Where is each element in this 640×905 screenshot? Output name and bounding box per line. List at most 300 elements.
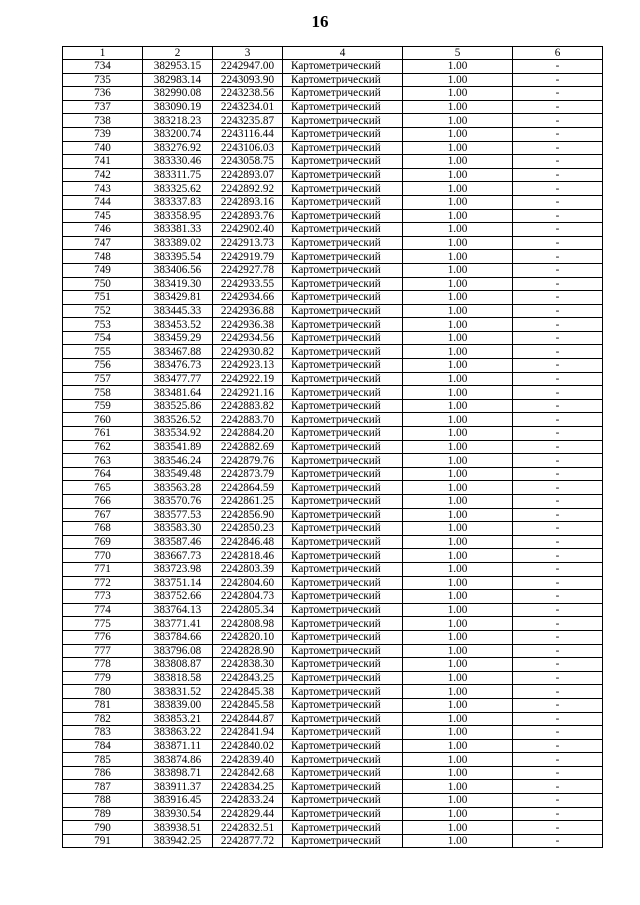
x-coordinate-cell: 383389.02	[143, 236, 213, 250]
method-cell: Картометрический	[283, 562, 403, 576]
description-cell: -	[513, 685, 603, 699]
y-coordinate-cell: 2243093.90	[213, 73, 283, 87]
accuracy-cell: 1.00	[403, 345, 513, 359]
table-row	[63, 698, 603, 712]
description-cell: -	[513, 726, 603, 740]
accuracy-cell: 1.00	[403, 263, 513, 277]
y-coordinate-cell: 2243234.01	[213, 100, 283, 114]
point-number-cell: 740	[63, 141, 143, 155]
y-coordinate-cell: 2242829.44	[213, 807, 283, 821]
y-coordinate-cell: 2242933.55	[213, 277, 283, 291]
table-row	[63, 304, 603, 318]
x-coordinate-cell: 383863.22	[143, 726, 213, 740]
x-coordinate-cell: 383942.25	[143, 834, 213, 848]
description-cell: -	[513, 73, 603, 87]
y-coordinate-cell: 2242934.66	[213, 291, 283, 305]
x-coordinate-cell: 383911.37	[143, 780, 213, 794]
description-cell: -	[513, 766, 603, 780]
x-coordinate-cell: 383358.95	[143, 209, 213, 223]
accuracy-cell: 1.00	[403, 549, 513, 563]
method-cell: Картометрический	[283, 399, 403, 413]
point-number-cell: 783	[63, 726, 143, 740]
method-cell: Картометрический	[283, 372, 403, 386]
point-number-cell: 771	[63, 562, 143, 576]
point-number-cell: 761	[63, 427, 143, 441]
point-number-cell: 736	[63, 87, 143, 101]
method-cell: Картометрический	[283, 508, 403, 522]
method-cell: Картометрический	[283, 386, 403, 400]
method-cell: Картометрический	[283, 318, 403, 332]
table-row	[63, 766, 603, 780]
table-row	[63, 127, 603, 141]
method-cell: Картометрический	[283, 60, 403, 74]
x-coordinate-cell: 383938.51	[143, 821, 213, 835]
x-coordinate-cell: 383796.08	[143, 644, 213, 658]
y-coordinate-cell: 2242879.76	[213, 454, 283, 468]
accuracy-cell: 1.00	[403, 277, 513, 291]
accuracy-cell: 1.00	[403, 127, 513, 141]
table-body	[63, 60, 603, 848]
x-coordinate-cell: 383587.46	[143, 535, 213, 549]
y-coordinate-cell: 2242873.79	[213, 467, 283, 481]
x-coordinate-cell: 383764.13	[143, 603, 213, 617]
table-row	[63, 359, 603, 373]
y-coordinate-cell: 2242843.25	[213, 671, 283, 685]
point-number-cell: 734	[63, 60, 143, 74]
point-number-cell: 776	[63, 630, 143, 644]
method-cell: Картометрический	[283, 698, 403, 712]
description-cell: -	[513, 508, 603, 522]
point-number-cell: 768	[63, 522, 143, 536]
y-coordinate-cell: 2242864.59	[213, 481, 283, 495]
accuracy-cell: 1.00	[403, 590, 513, 604]
x-coordinate-cell: 383381.33	[143, 223, 213, 237]
description-cell: -	[513, 590, 603, 604]
point-number-cell: 788	[63, 794, 143, 808]
x-coordinate-cell: 383583.30	[143, 522, 213, 536]
description-cell: -	[513, 739, 603, 753]
description-cell: -	[513, 467, 603, 481]
x-coordinate-cell: 383395.54	[143, 250, 213, 264]
table-row	[63, 576, 603, 590]
accuracy-cell: 1.00	[403, 794, 513, 808]
x-coordinate-cell: 383916.45	[143, 794, 213, 808]
point-number-cell: 738	[63, 114, 143, 128]
y-coordinate-cell: 2242841.94	[213, 726, 283, 740]
accuracy-cell: 1.00	[403, 73, 513, 87]
method-cell: Картометрический	[283, 576, 403, 590]
accuracy-cell: 1.00	[403, 318, 513, 332]
accuracy-cell: 1.00	[403, 807, 513, 821]
accuracy-cell: 1.00	[403, 535, 513, 549]
accuracy-cell: 1.00	[403, 726, 513, 740]
x-coordinate-cell: 383337.83	[143, 195, 213, 209]
method-cell: Картометрический	[283, 549, 403, 563]
method-cell: Картометрический	[283, 481, 403, 495]
y-coordinate-cell: 2242934.56	[213, 331, 283, 345]
y-coordinate-cell: 2242947.00	[213, 60, 283, 74]
description-cell: -	[513, 617, 603, 631]
point-number-cell: 751	[63, 291, 143, 305]
x-coordinate-cell: 383419.30	[143, 277, 213, 291]
point-number-cell: 746	[63, 223, 143, 237]
table-row	[63, 753, 603, 767]
method-cell: Картометрический	[283, 726, 403, 740]
point-number-cell: 785	[63, 753, 143, 767]
point-number-cell: 789	[63, 807, 143, 821]
x-coordinate-cell: 383808.87	[143, 658, 213, 672]
method-cell: Картометрический	[283, 209, 403, 223]
accuracy-cell: 1.00	[403, 60, 513, 74]
y-coordinate-cell: 2243238.56	[213, 87, 283, 101]
table-row	[63, 481, 603, 495]
description-cell: -	[513, 100, 603, 114]
table-row	[63, 630, 603, 644]
y-coordinate-cell: 2242844.87	[213, 712, 283, 726]
description-cell: -	[513, 481, 603, 495]
y-coordinate-cell: 2243235.87	[213, 114, 283, 128]
x-coordinate-cell: 383570.76	[143, 495, 213, 509]
accuracy-cell: 1.00	[403, 698, 513, 712]
method-cell: Картометрический	[283, 195, 403, 209]
description-cell: -	[513, 127, 603, 141]
point-number-cell: 744	[63, 195, 143, 209]
accuracy-cell: 1.00	[403, 834, 513, 848]
x-coordinate-cell: 383563.28	[143, 481, 213, 495]
description-cell: -	[513, 386, 603, 400]
accuracy-cell: 1.00	[403, 399, 513, 413]
description-cell: -	[513, 698, 603, 712]
table-row	[63, 440, 603, 454]
y-coordinate-cell: 2242892.92	[213, 182, 283, 196]
table-row	[63, 467, 603, 481]
point-number-cell: 763	[63, 454, 143, 468]
x-coordinate-cell: 383526.52	[143, 413, 213, 427]
coordinates-table	[62, 46, 603, 848]
description-cell: -	[513, 427, 603, 441]
x-coordinate-cell: 383276.92	[143, 141, 213, 155]
accuracy-cell: 1.00	[403, 155, 513, 169]
accuracy-cell: 1.00	[403, 522, 513, 536]
accuracy-cell: 1.00	[403, 114, 513, 128]
header-cell-6: 6	[513, 47, 603, 60]
method-cell: Картометрический	[283, 617, 403, 631]
x-coordinate-cell: 383453.52	[143, 318, 213, 332]
point-number-cell: 773	[63, 590, 143, 604]
method-cell: Картометрический	[283, 671, 403, 685]
table-row	[63, 236, 603, 250]
point-number-cell: 739	[63, 127, 143, 141]
y-coordinate-cell: 2242820.10	[213, 630, 283, 644]
method-cell: Картометрический	[283, 440, 403, 454]
accuracy-cell: 1.00	[403, 413, 513, 427]
method-cell: Картометрический	[283, 168, 403, 182]
x-coordinate-cell: 383752.66	[143, 590, 213, 604]
accuracy-cell: 1.00	[403, 685, 513, 699]
y-coordinate-cell: 2242893.16	[213, 195, 283, 209]
table-row	[63, 739, 603, 753]
description-cell: -	[513, 440, 603, 454]
description-cell: -	[513, 182, 603, 196]
point-number-cell: 778	[63, 658, 143, 672]
y-coordinate-cell: 2242805.34	[213, 603, 283, 617]
y-coordinate-cell: 2242803.39	[213, 562, 283, 576]
point-number-cell: 787	[63, 780, 143, 794]
description-cell: -	[513, 263, 603, 277]
point-number-cell: 759	[63, 399, 143, 413]
table-row	[63, 807, 603, 821]
table-row	[63, 114, 603, 128]
accuracy-cell: 1.00	[403, 141, 513, 155]
method-cell: Картометрический	[283, 821, 403, 835]
accuracy-cell: 1.00	[403, 603, 513, 617]
accuracy-cell: 1.00	[403, 766, 513, 780]
description-cell: -	[513, 195, 603, 209]
description-cell: -	[513, 780, 603, 794]
y-coordinate-cell: 2242882.69	[213, 440, 283, 454]
method-cell: Картометрический	[283, 658, 403, 672]
table-header-row	[63, 47, 603, 60]
method-cell: Картометрический	[283, 794, 403, 808]
description-cell: -	[513, 277, 603, 291]
point-number-cell: 757	[63, 372, 143, 386]
point-number-cell: 786	[63, 766, 143, 780]
x-coordinate-cell: 383445.33	[143, 304, 213, 318]
point-number-cell: 753	[63, 318, 143, 332]
table-row	[63, 603, 603, 617]
description-cell: -	[513, 114, 603, 128]
accuracy-cell: 1.00	[403, 780, 513, 794]
table-row	[63, 834, 603, 848]
description-cell: -	[513, 794, 603, 808]
y-coordinate-cell: 2242828.90	[213, 644, 283, 658]
y-coordinate-cell: 2242818.46	[213, 549, 283, 563]
method-cell: Картометрический	[283, 644, 403, 658]
description-cell: -	[513, 535, 603, 549]
table-row	[63, 60, 603, 74]
accuracy-cell: 1.00	[403, 427, 513, 441]
table-row	[63, 386, 603, 400]
y-coordinate-cell: 2242922.19	[213, 372, 283, 386]
x-coordinate-cell: 383200.74	[143, 127, 213, 141]
description-cell: -	[513, 644, 603, 658]
table-row	[63, 644, 603, 658]
point-number-cell: 762	[63, 440, 143, 454]
method-cell: Картометрический	[283, 223, 403, 237]
point-number-cell: 764	[63, 467, 143, 481]
x-coordinate-cell: 383751.14	[143, 576, 213, 590]
x-coordinate-cell: 383525.86	[143, 399, 213, 413]
description-cell: -	[513, 671, 603, 685]
x-coordinate-cell: 383534.92	[143, 427, 213, 441]
x-coordinate-cell: 383546.24	[143, 454, 213, 468]
point-number-cell: 742	[63, 168, 143, 182]
table-row	[63, 155, 603, 169]
method-cell: Картометрический	[283, 87, 403, 101]
y-coordinate-cell: 2243116.44	[213, 127, 283, 141]
point-number-cell: 745	[63, 209, 143, 223]
x-coordinate-cell: 383930.54	[143, 807, 213, 821]
accuracy-cell: 1.00	[403, 304, 513, 318]
x-coordinate-cell: 383330.46	[143, 155, 213, 169]
point-number-cell: 781	[63, 698, 143, 712]
description-cell: -	[513, 834, 603, 848]
table-row	[63, 100, 603, 114]
x-coordinate-cell: 383831.52	[143, 685, 213, 699]
point-number-cell: 758	[63, 386, 143, 400]
description-cell: -	[513, 155, 603, 169]
point-number-cell: 780	[63, 685, 143, 699]
point-number-cell: 752	[63, 304, 143, 318]
table-row	[63, 658, 603, 672]
point-number-cell: 769	[63, 535, 143, 549]
point-number-cell: 782	[63, 712, 143, 726]
y-coordinate-cell: 2242927.78	[213, 263, 283, 277]
x-coordinate-cell: 383549.48	[143, 467, 213, 481]
description-cell: -	[513, 223, 603, 237]
method-cell: Картометрический	[283, 114, 403, 128]
header-cell-5: 5	[403, 47, 513, 60]
y-coordinate-cell: 2242845.38	[213, 685, 283, 699]
table-row	[63, 87, 603, 101]
accuracy-cell: 1.00	[403, 250, 513, 264]
method-cell: Картометрический	[283, 345, 403, 359]
y-coordinate-cell: 2242856.90	[213, 508, 283, 522]
y-coordinate-cell: 2242850.23	[213, 522, 283, 536]
description-cell: -	[513, 209, 603, 223]
accuracy-cell: 1.00	[403, 562, 513, 576]
method-cell: Картометрический	[283, 73, 403, 87]
table-row	[63, 399, 603, 413]
method-cell: Картометрический	[283, 712, 403, 726]
x-coordinate-cell: 382990.08	[143, 87, 213, 101]
method-cell: Картометрический	[283, 427, 403, 441]
point-number-cell: 760	[63, 413, 143, 427]
table-row	[63, 522, 603, 536]
method-cell: Картометрический	[283, 685, 403, 699]
accuracy-cell: 1.00	[403, 508, 513, 522]
page-number: 16	[311, 12, 329, 31]
x-coordinate-cell: 383667.73	[143, 549, 213, 563]
accuracy-cell: 1.00	[403, 821, 513, 835]
y-coordinate-cell: 2242804.60	[213, 576, 283, 590]
method-cell: Картометрический	[283, 495, 403, 509]
table-row	[63, 168, 603, 182]
description-cell: -	[513, 495, 603, 509]
table-row	[63, 277, 603, 291]
y-coordinate-cell: 2242846.48	[213, 535, 283, 549]
method-cell: Картометрический	[283, 834, 403, 848]
y-coordinate-cell: 2242861.25	[213, 495, 283, 509]
table-row	[63, 291, 603, 305]
point-number-cell: 735	[63, 73, 143, 87]
x-coordinate-cell: 383311.75	[143, 168, 213, 182]
point-number-cell: 772	[63, 576, 143, 590]
point-number-cell: 767	[63, 508, 143, 522]
point-number-cell: 784	[63, 739, 143, 753]
table-row	[63, 821, 603, 835]
description-cell: -	[513, 236, 603, 250]
table-row	[63, 535, 603, 549]
method-cell: Картометрический	[283, 291, 403, 305]
point-number-cell: 775	[63, 617, 143, 631]
table-row	[63, 413, 603, 427]
description-cell: -	[513, 87, 603, 101]
point-number-cell: 754	[63, 331, 143, 345]
table-row	[63, 263, 603, 277]
table-row	[63, 427, 603, 441]
y-coordinate-cell: 2242842.68	[213, 766, 283, 780]
x-coordinate-cell: 383218.23	[143, 114, 213, 128]
x-coordinate-cell: 383898.71	[143, 766, 213, 780]
accuracy-cell: 1.00	[403, 359, 513, 373]
method-cell: Картометрический	[283, 155, 403, 169]
description-cell: -	[513, 318, 603, 332]
x-coordinate-cell: 383839.00	[143, 698, 213, 712]
accuracy-cell: 1.00	[403, 87, 513, 101]
table-row	[63, 73, 603, 87]
y-coordinate-cell: 2242893.07	[213, 168, 283, 182]
method-cell: Картометрический	[283, 535, 403, 549]
accuracy-cell: 1.00	[403, 617, 513, 631]
x-coordinate-cell: 383577.53	[143, 508, 213, 522]
method-cell: Картометрический	[283, 766, 403, 780]
x-coordinate-cell: 383429.81	[143, 291, 213, 305]
method-cell: Картометрический	[283, 603, 403, 617]
header-cell-2: 2	[143, 47, 213, 60]
description-cell: -	[513, 250, 603, 264]
method-cell: Картометрический	[283, 780, 403, 794]
x-coordinate-cell: 383818.58	[143, 671, 213, 685]
method-cell: Картометрический	[283, 467, 403, 481]
header-cell-1: 1	[63, 47, 143, 60]
x-coordinate-cell: 383325.62	[143, 182, 213, 196]
accuracy-cell: 1.00	[403, 644, 513, 658]
method-cell: Картометрический	[283, 739, 403, 753]
accuracy-cell: 1.00	[403, 739, 513, 753]
accuracy-cell: 1.00	[403, 195, 513, 209]
table-row	[63, 318, 603, 332]
y-coordinate-cell: 2242804.73	[213, 590, 283, 604]
accuracy-cell: 1.00	[403, 712, 513, 726]
description-cell: -	[513, 331, 603, 345]
description-cell: -	[513, 413, 603, 427]
accuracy-cell: 1.00	[403, 495, 513, 509]
point-number-cell: 790	[63, 821, 143, 835]
y-coordinate-cell: 2243106.03	[213, 141, 283, 155]
x-coordinate-cell: 383476.73	[143, 359, 213, 373]
table-row	[63, 141, 603, 155]
table-row	[63, 331, 603, 345]
accuracy-cell: 1.00	[403, 223, 513, 237]
point-number-cell: 747	[63, 236, 143, 250]
point-number-cell: 743	[63, 182, 143, 196]
point-number-cell: 766	[63, 495, 143, 509]
table-row	[63, 372, 603, 386]
method-cell: Картометрический	[283, 304, 403, 318]
point-number-cell: 737	[63, 100, 143, 114]
description-cell: -	[513, 168, 603, 182]
description-cell: -	[513, 603, 603, 617]
description-cell: -	[513, 454, 603, 468]
description-cell: -	[513, 345, 603, 359]
y-coordinate-cell: 2242893.76	[213, 209, 283, 223]
y-coordinate-cell: 2242883.70	[213, 413, 283, 427]
method-cell: Картометрический	[283, 413, 403, 427]
accuracy-cell: 1.00	[403, 331, 513, 345]
table-row	[63, 780, 603, 794]
description-cell: -	[513, 549, 603, 563]
